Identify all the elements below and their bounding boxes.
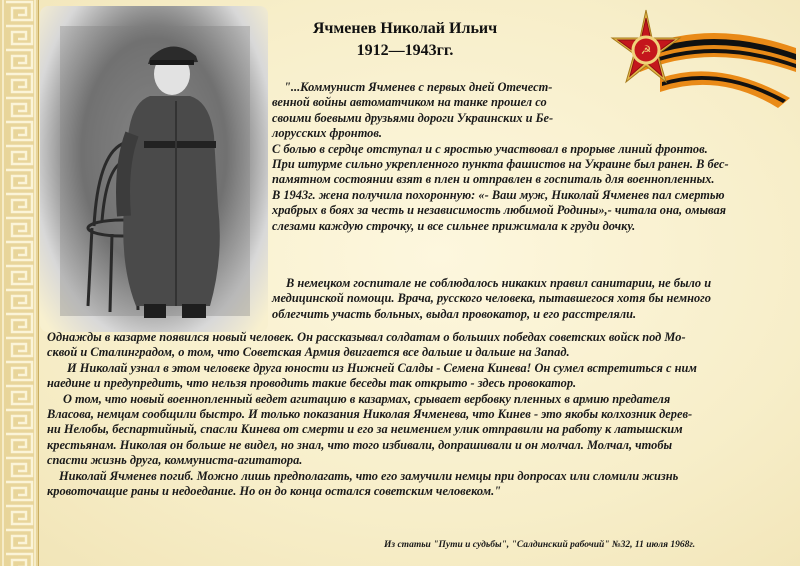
text-line: лорусских фронтов. [272,126,382,141]
text-line: С болью в сердце отступал и с яростью участвовал в прорыве линий фронтов. [272,141,708,156]
text-line: В немецком госпитале не соблюдалось никаких правил санитарии, не было и [286,276,712,290]
text-line: своими боевыми друзьями дороги Украинских и Бе- [272,110,554,125]
text-line: При штурме сильно укрепленного пункта фашистов на Украине был ранен. В бес- [272,157,729,172]
text-block-middle [272,276,711,322]
person-name: Ячменев Николай Ильич [312,20,498,37]
text-line: О том, что новый военнопленный ведет агитацию в казармах, срывает вербовку пленных в армию предателя [63,391,671,406]
text-line: И Николай узнал в этом человеке друга юности из Нижней Салды - Семена Кинева! Он сумел встретиться с ним [67,360,697,375]
text-block-lower [47,330,697,499]
page-title [280,18,530,62]
text-line: кровоточащие раны и недоедание. Но он до конца остался советским человеком." [47,484,502,499]
text-line: венной войны автоматчиком на танке прошел со [272,95,547,110]
life-years: 1912—1943гг. [356,42,454,59]
svg-text:☭: ☭ [640,43,652,57]
text-line: медицинской помощи. Врача, русского человека, пытавшегося хотя бы немного [272,291,711,306]
text-line: храбрых в боях за честь и независимость любимой Родины»,- читала она, омывая [272,203,727,218]
text-line: Власова, немцам сообщили быстро. И только показания Николая Ячменева, что Кинев - это якобы колхозник дерев- [47,407,693,422]
text-line: крестьянам. Николая он больше не видел, но знал, что того избивали, допрашивали и он молчал. Молчал, чтобы [47,437,673,452]
text-line: памятном состоянии взят в плен и отправлен в госпиталь для военнопленных. [272,172,715,187]
text-line: Николай Ячменев погиб. Можно лишь предполагать, что его замучили немцы при допросах или сломили жизнь [59,468,679,483]
text-line: слезами каждую строчку, и все сильнее прижимала к груди дочку. [272,218,636,233]
text-line: наедине и предупредить, что нельзя проводить такие беседы так открыто - здесь провокатор. [47,376,577,391]
text-line: В 1943г. жена получила похоронную: «- Ваш муж, Николай Ячменев пал смертью [272,187,725,202]
text-line: "...Коммунист Ячменев с первых дней Отечест- [284,80,553,94]
text-line: сквой и Сталинградом, о том, что Советская Армия двигается все дальше и дальше на Запад. [47,345,570,360]
ornamental-border [0,0,39,566]
source-citation: Из статьи "Пути и судьбы", "Салдинский рабочий" №32, 11 июля 1968г. [384,540,696,550]
text-line: Однажды в казарме появился новый человек. Он рассказывал солдатам о больших победах советских войск под Мо- [47,330,686,344]
text-block-upper [272,80,729,234]
text-line: облегчить участь больных, выдал провокатор, и его расстреляли. [272,306,637,321]
soldier-portrait-photo [40,6,268,332]
text-line: спасти жизнь друга, коммуниста-агитатора. [47,453,303,468]
text-line: ни Нелобы, беспартийный, спасли Кинева от смерти и его за неимением улик отправили на работу к латышским [47,422,683,437]
